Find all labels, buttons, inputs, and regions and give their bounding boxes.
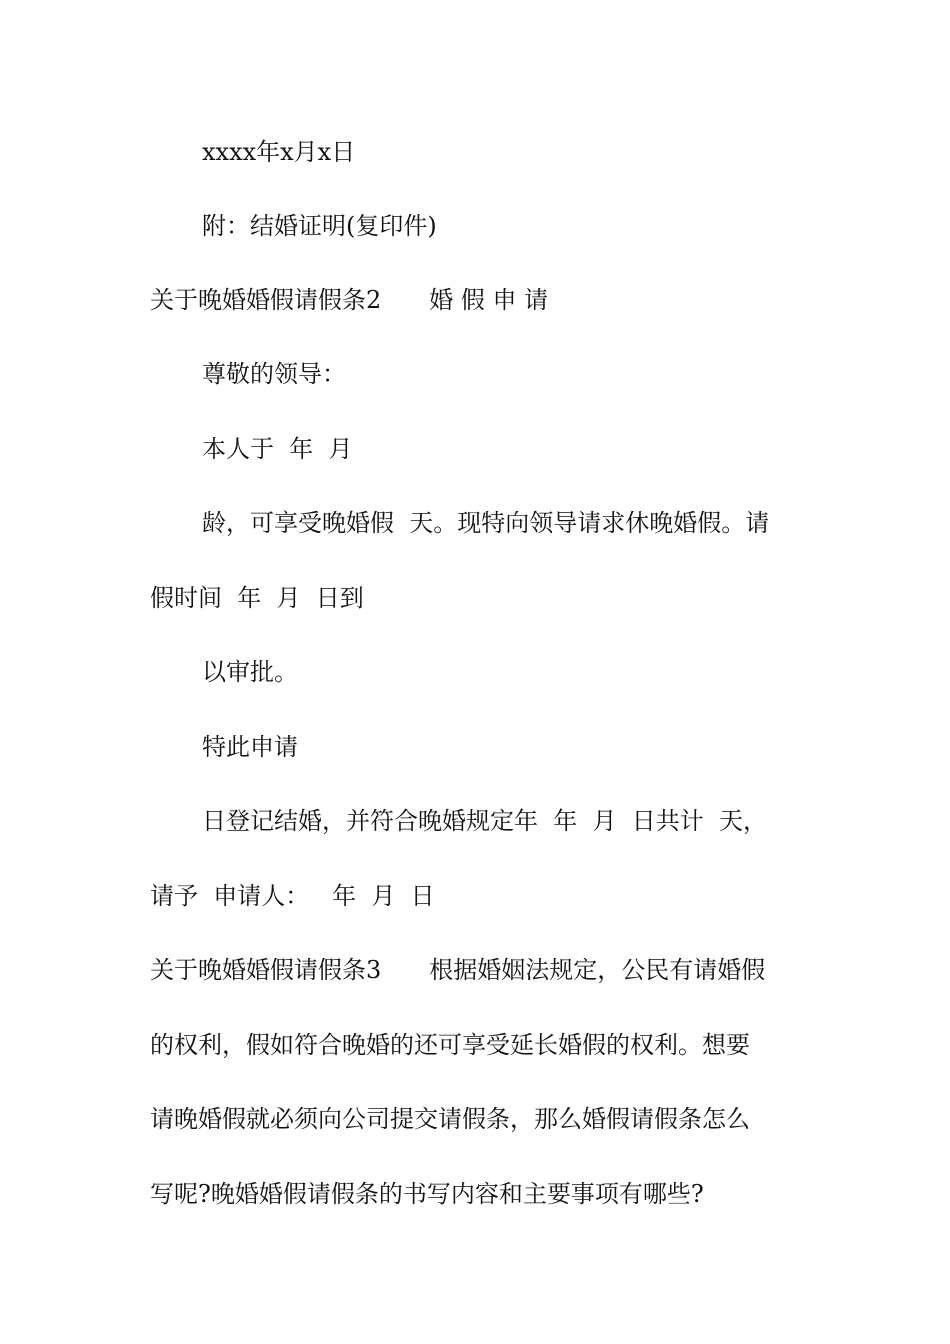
closing-line: 特此申请 xyxy=(202,733,298,761)
salutation-line: 尊敬的领导： xyxy=(202,360,346,388)
body-text-line: 本人于 年 月 xyxy=(202,435,353,463)
signature-line: 请予 申请人： 年 月 日 xyxy=(150,882,435,910)
body-text-line: 写呢?晚婚婚假请假条的书写内容和主要事项有哪些? xyxy=(150,1180,704,1208)
section-heading-3: 关于晚婚婚假请假条3 根据婚姻法规定，公民有请婚假 xyxy=(150,956,766,984)
section-heading-2: 关于晚婚婚假请假条2 婚 假 申 请 xyxy=(150,286,549,314)
body-text-line: 假时间 年 月 日到 xyxy=(150,584,364,612)
body-text-line: 龄，可享受晚婚假 天。现特向领导请求休晚婚假。请 xyxy=(202,509,770,537)
date-line: xxxx年x月x日 xyxy=(202,138,356,166)
body-text-line: 的权利，假如符合晚婚的还可享受延长婚假的权利。想要 xyxy=(150,1031,750,1059)
attachment-line: 附：结婚证明(复印件) xyxy=(202,212,437,240)
body-text-line: 以审批。 xyxy=(202,658,298,686)
body-text-line: 请晚婚假就必须向公司提交请假条，那么婚假请假条怎么 xyxy=(150,1105,750,1133)
body-text-line: 日登记结婚，并符合晚婚规定年 年 月 日共计 天， xyxy=(202,807,768,835)
